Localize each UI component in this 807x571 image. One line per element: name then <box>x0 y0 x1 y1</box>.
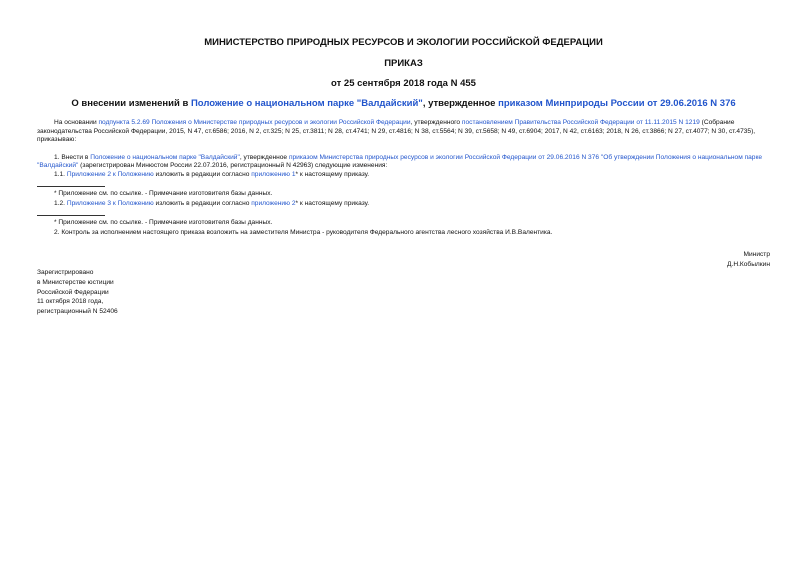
registration-block <box>37 268 118 317</box>
item-2-paragraph: 2. Контроль за исполнением настоящего приказа возложить на заместителя Министра - руководителя Федерального агентства лесного хозяйства И.В.Валентика. <box>54 229 553 237</box>
subitem-1-2-link-appendix[interactable]: приложению 2 <box>251 200 296 208</box>
subitem-1-2 <box>37 200 772 209</box>
preamble-link-resolution[interactable]: постановлением Правительства Российской Федерации от 11.11.2015 N 1219 <box>461 119 700 126</box>
signature-position: Министр <box>743 251 770 258</box>
preamble-text: , утвержденного <box>410 119 462 126</box>
item-1-paragraph <box>37 154 772 171</box>
subject-link-order[interactable]: приказом Минприроды России от 29.06.2016 N 376 <box>498 98 736 109</box>
item-1-text: 1. Внести в <box>54 153 91 161</box>
footnote-2: * Приложение см. по ссылке. - Примечание изготовителя базы данных. <box>54 218 273 226</box>
subject-text-mid: , утвержденное <box>422 98 499 109</box>
preamble-text: На основании <box>54 119 99 126</box>
registration-line: Зарегистрировано <box>37 269 94 276</box>
subitem-1-1 <box>37 171 772 180</box>
subitem-1-1-link-annex[interactable]: Приложение 2 к Положению <box>66 170 154 178</box>
preamble-paragraph <box>37 119 772 136</box>
subitem-text: изложить в редакции согласно <box>153 200 252 208</box>
item-1-link-regulation[interactable]: Положение о национальном парке "Валдайский" <box>90 153 240 161</box>
item-1-text: , утвержденное <box>239 153 289 161</box>
registration-line: 11 октября 2018 года, <box>37 298 104 306</box>
registration-line: Российской Федерации <box>37 288 109 296</box>
preamble-text: (Собрание законодательства Российской Федерации, 2015, N 47, ст.6586; 2016, N 2, ст.325; N 25, ст.3811; N 28, ст.4741; N 29, ст.4816; N 38, ст.5564; N 39, ст.5658; N 49, ст.6904; 2017, N 42, ст.6163; 2018, N 26, ст.3866; N 27, ст.4077; N 30, ст.4735), <box>37 119 756 135</box>
subitem-text: * к настоящему приказу. <box>295 170 370 178</box>
subitem-1-2-link-annex[interactable]: Приложение 3 к Положению <box>66 200 154 208</box>
registration-line: регистрационный N 52406 <box>37 308 118 316</box>
order-word: приказываю: <box>37 136 77 144</box>
item-1-link-order[interactable]: приказом Министерства природных ресурсов и экологии Российской Федерации от 29.06.2016 N 376 "Об утверждении Положения о национальном парке "Валдайский" <box>37 153 763 170</box>
document-body <box>37 119 772 238</box>
subject-heading <box>0 98 807 109</box>
subitem-text: 1.2. <box>54 200 67 208</box>
footnote-1: * Приложение см. по ссылке. - Примечание изготовителя базы данных. <box>54 189 273 197</box>
footnote-divider <box>37 186 105 187</box>
footnote-divider <box>37 215 105 216</box>
signature-block <box>727 250 770 269</box>
item-1-text: (зарегистрирован Минюстом России 22.07.2016, регистрационный N 42963) следующие изменения: <box>78 162 388 170</box>
doc-type-heading: ПРИКАЗ <box>384 58 423 69</box>
subject-link-regulation[interactable]: Положение о национальном парке "Валдайский" <box>190 98 423 109</box>
ministry-heading: МИНИСТЕРСТВО ПРИРОДНЫХ РЕСУРСОВ И ЭКОЛОГИИ РОССИЙСКОЙ ФЕДЕРАЦИИ <box>204 37 603 48</box>
subitem-text: * к настоящему приказу. <box>295 200 370 208</box>
subitem-text: изложить в редакции согласно <box>153 170 252 178</box>
signature-name: Д.Н.Кобылкин <box>727 260 770 268</box>
subject-text-pre: О внесении изменений в <box>71 98 191 109</box>
date-heading: от 25 сентября 2018 года N 455 <box>331 78 476 89</box>
preamble-link-subparagraph[interactable]: подпункта 5.2.69 Положения о Министерстве природных ресурсов и экологии Российской Федерации <box>98 119 411 126</box>
subitem-1-1-link-appendix[interactable]: приложению 1 <box>251 170 296 178</box>
registration-line: в Министерстве юстиции <box>37 278 114 286</box>
subitem-text: 1.1. <box>54 170 67 178</box>
